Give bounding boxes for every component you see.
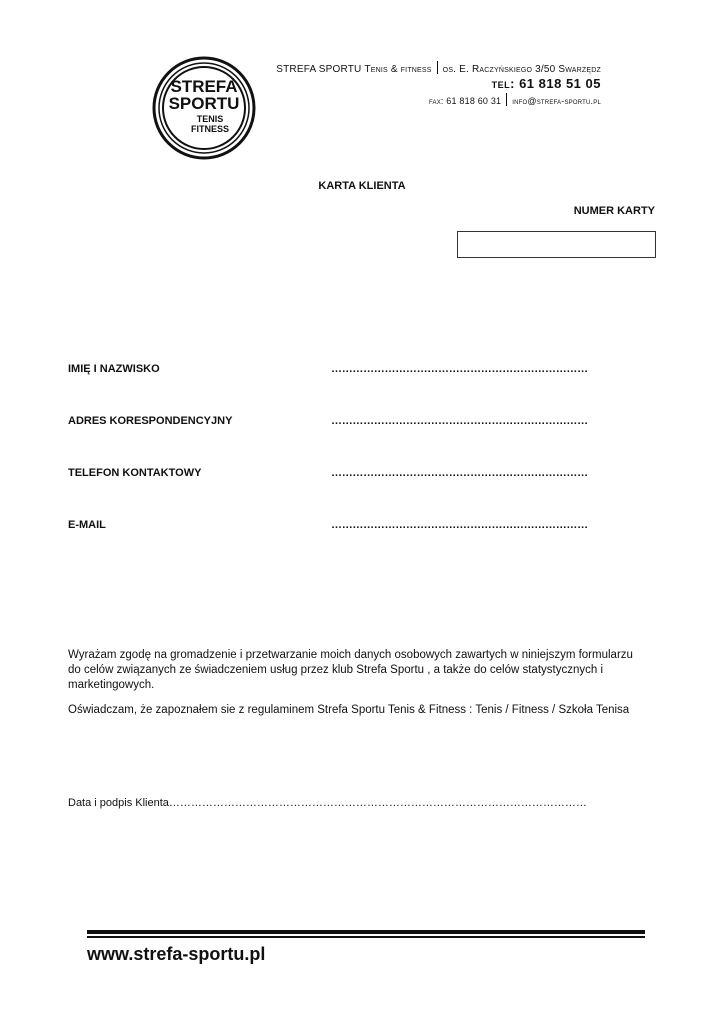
email-field[interactable]: ……………………………………………………………… (331, 519, 588, 531)
svg-text:STREFA: STREFA (170, 77, 238, 96)
name-label: IMIĘ I NAZWISKO (68, 363, 160, 375)
company-subtitle: Tenis & fitness (364, 64, 432, 75)
signature-line[interactable]: Data i podpis Klienta…………………………………………………………………………………………………… (68, 797, 587, 809)
svg-text:FITNESS: FITNESS (190, 124, 230, 134)
company-name: STREFA SPORTU (276, 64, 362, 75)
header-address-line (276, 61, 601, 75)
footer-rule (87, 936, 645, 938)
email-label: E-MAIL (68, 519, 106, 531)
page-title: KARTA KLIENTA (318, 180, 406, 192)
phone-label: TELEFON KONTAKTOWY (68, 467, 202, 479)
phone-field[interactable]: ……………………………………………………………… (331, 467, 588, 479)
footer-website: www.strefa-sportu.pl (87, 944, 266, 964)
divider (437, 61, 438, 74)
name-field[interactable]: ……………………………………………………………… (331, 363, 588, 375)
address-label: ADRES KORESPONDENCYJNY (68, 415, 233, 427)
header-phone: tel: 61 818 51 05 (491, 76, 601, 91)
header-fax: fax: 61 818 60 31 (428, 96, 502, 106)
card-number-field[interactable] (457, 231, 656, 258)
card-number-label: NUMER KARTY (573, 205, 655, 217)
divider (506, 93, 507, 106)
consent-paragraph: Wyrażam zgodę na gromadzenie i przetwarzanie moich danych osobowych zawartych w niniejszym formularzu do celów związanych ze świadczeniem usług przez klub Strefa Sportu , a także do celów statystycznych i marketingowych. (68, 649, 633, 691)
statement-paragraph: Oświadczam, że zapoznałem sie z regulaminem Strefa Sportu Tenis & Fitness : Tenis / Fitness / Szkoła Tenisa (68, 704, 630, 716)
header-email: info@strefa-sportu.pl (512, 96, 601, 106)
strefa-sportu-logo (152, 56, 256, 160)
footer-rule (87, 930, 645, 934)
svg-text:SPORTU: SPORTU (168, 94, 240, 113)
company-address: os. E. Raczyńskiego 3/50 Swarzędz (442, 64, 601, 75)
svg-text:TENIS: TENIS (196, 114, 224, 124)
header-fax-email-line (429, 93, 601, 106)
address-field[interactable]: ……………………………………………………………… (331, 415, 588, 427)
